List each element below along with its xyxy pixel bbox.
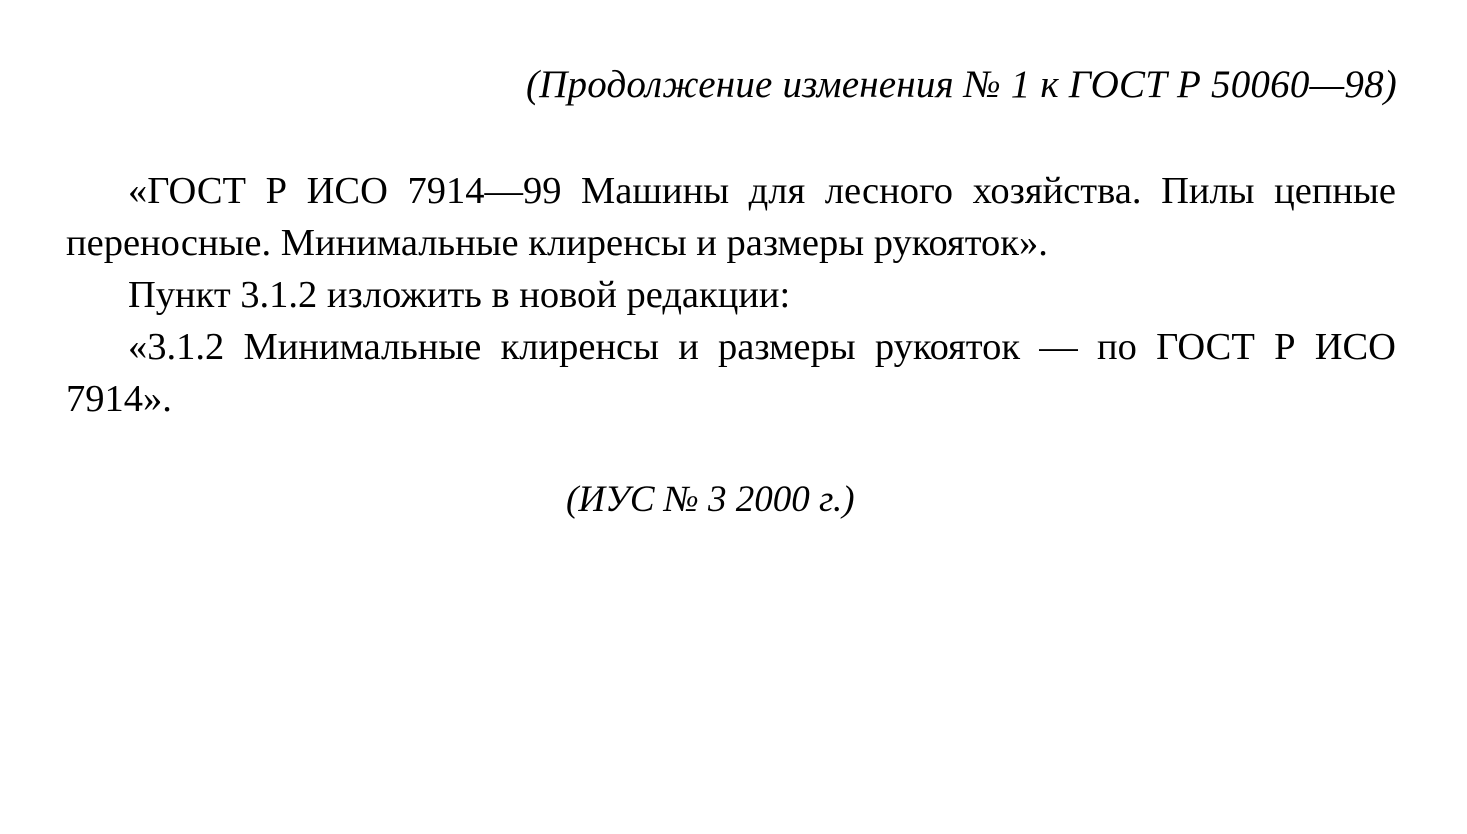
paragraph-gost-reference: «ГОСТ Р ИСО 7914—99 Машины для лесного хозяйства. Пилы цепные переносные. Минимальные клиренсы и размеры рукояток». (66, 170, 1396, 264)
document-body (66, 165, 1396, 425)
paragraph-amendment-instruction: Пункт 3.1.2 изложить в новой редакции: (128, 274, 791, 316)
document-footer-source: (ИУС № 3 2000 г.) (566, 479, 855, 520)
paragraph-new-clause: «3.1.2 Минимальные клиренсы и размеры рукояток — по ГОСТ Р ИСО 7914». (66, 326, 1396, 420)
document-header: (Продолжение изменения № 1 к ГОСТ Р 50060—98) (526, 63, 1397, 106)
